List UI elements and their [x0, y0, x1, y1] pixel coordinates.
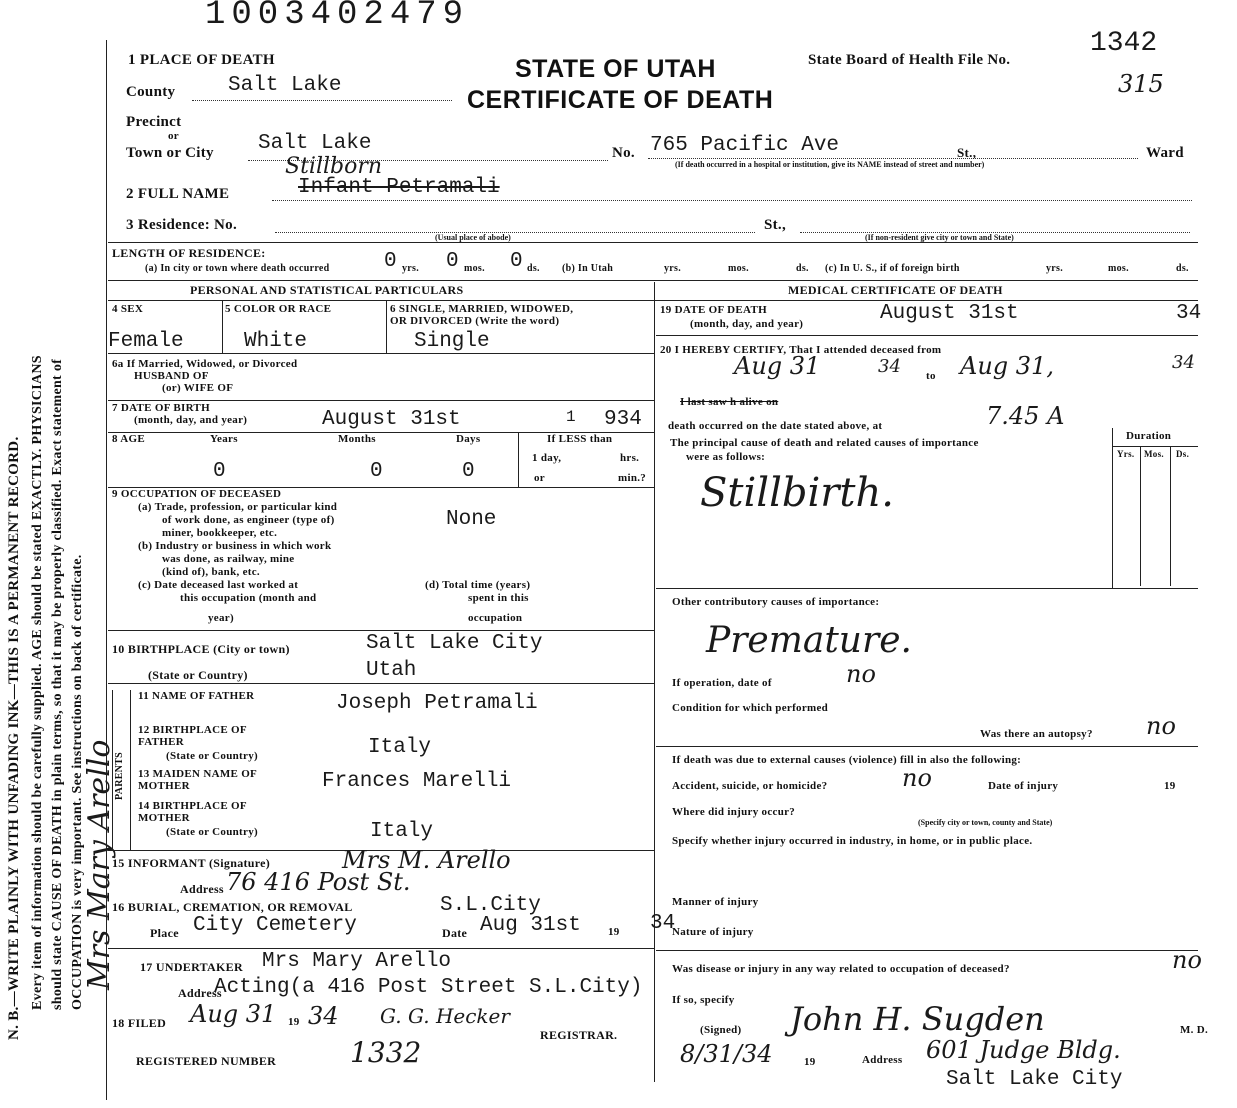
contributory-cause: Premature.: [706, 620, 912, 661]
county-label: County: [126, 84, 176, 100]
date-of-death: August 31st: [880, 302, 1019, 325]
dob-year: 934: [604, 408, 642, 431]
marital-value: Single: [414, 330, 490, 353]
title-state: STATE OF UTAH: [515, 55, 716, 83]
attended-to: Aug 31,: [960, 352, 1054, 380]
len-yrs: 0: [384, 250, 397, 273]
medical-heading: MEDICAL CERTIFICATE OF DEATH: [788, 283, 1003, 297]
county-value: Salt Lake: [228, 74, 342, 97]
age-months: 0: [370, 460, 383, 483]
burial-date: Aug 31st: [480, 914, 581, 937]
serial-number: 1003402479: [205, 0, 470, 34]
attended-from: Aug 31: [734, 352, 821, 380]
margin-signature: Mrs Mary Arello: [82, 739, 117, 990]
age-years: 0: [213, 460, 226, 483]
town-label: Town or City: [126, 145, 214, 161]
physician-city: Salt Lake City: [946, 1068, 1123, 1091]
dob-value: August 31st: [322, 408, 461, 431]
full-name-label: 2 FULL NAME: [126, 186, 230, 202]
informant-address: 76 416 Post St.: [226, 868, 411, 896]
occupation-value: None: [446, 508, 497, 531]
burial-method: S.L.City: [440, 894, 541, 917]
informant-signature: Mrs M. Arello: [342, 846, 511, 874]
time-of-death: 7.45 A: [986, 402, 1065, 430]
street-value: 765 Pacific Ave: [650, 134, 840, 157]
registrar-signature: G. G. Hecker: [380, 1004, 510, 1028]
related-value: no: [1172, 946, 1202, 974]
full-name-value: Infant Petramali: [298, 176, 500, 199]
personal-heading: PERSONAL AND STATISTICAL PARTICULARS: [190, 283, 464, 297]
file-no-label: State Board of Health File No.: [808, 52, 1011, 68]
operation-value: no: [846, 660, 876, 688]
autopsy-value: no: [1146, 712, 1176, 740]
mother-name: Frances Marelli: [322, 770, 512, 793]
race-value: White: [244, 330, 308, 353]
father-name: Joseph Petramali: [336, 692, 538, 715]
length-label: LENGTH OF RESIDENCE:: [112, 246, 266, 260]
birthplace-state: Utah: [366, 659, 417, 682]
registered-number: 1332: [350, 1036, 422, 1069]
file-no-top: 1342: [1090, 28, 1158, 59]
residence-label: 3 Residence: No.: [126, 217, 238, 233]
title-certificate: CERTIFICATE OF DEATH: [467, 86, 774, 114]
file-no-bottom: 315: [1118, 70, 1164, 98]
place-of-death-label: 1 PLACE OF DEATH: [128, 52, 275, 68]
margin-note-1: Every item of information should be carefully supplied. AGE should be stated EXACTLY. PHYSICIANS: [30, 355, 45, 1010]
mother-birthplace: Italy: [370, 820, 434, 843]
birthplace-city: Salt Lake City: [366, 632, 543, 655]
town-value: Salt Lake: [258, 132, 372, 155]
margin-note-2: should state CAUSE OF DEATH in plain terms, so that it may be properly classified. Exact statement of: [50, 358, 65, 1010]
len-ds: 0: [510, 250, 523, 273]
burial-place: City Cemetery: [193, 914, 357, 937]
stillborn-annotation: Stillborn: [285, 154, 383, 179]
hospital-note: (If death occurred in a hospital or institution, give its NAME instead of street and number): [675, 160, 985, 169]
father-birthplace: Italy: [368, 736, 432, 759]
precinct-label: Precinct: [126, 114, 182, 130]
undertaker-name: Mrs Mary Arello: [262, 950, 452, 973]
principal-cause: Stillbirth.: [700, 470, 894, 516]
sex-value: Female: [108, 330, 184, 353]
physician-signature: John H. Sugden: [790, 1000, 1045, 1038]
signed-date: 8/31/34: [680, 1040, 773, 1068]
margin-note-3: OCCUPATION is very important. See instructions on back of certificate.: [70, 554, 85, 1010]
accident-value: no: [902, 764, 932, 792]
undertaker-address: Acting(a 416 Post Street S.L.City): [214, 976, 643, 999]
margin-warning: N. B.—WRITE PLAINLY WITH UNFADING INK—THIS IS A PERMANENT RECORD.: [6, 436, 22, 1040]
physician-address: 601 Judge Bldg.: [926, 1036, 1121, 1064]
len-mos: 0: [446, 250, 459, 273]
age-days: 0: [462, 460, 475, 483]
filed-date: Aug 31: [190, 1000, 277, 1028]
